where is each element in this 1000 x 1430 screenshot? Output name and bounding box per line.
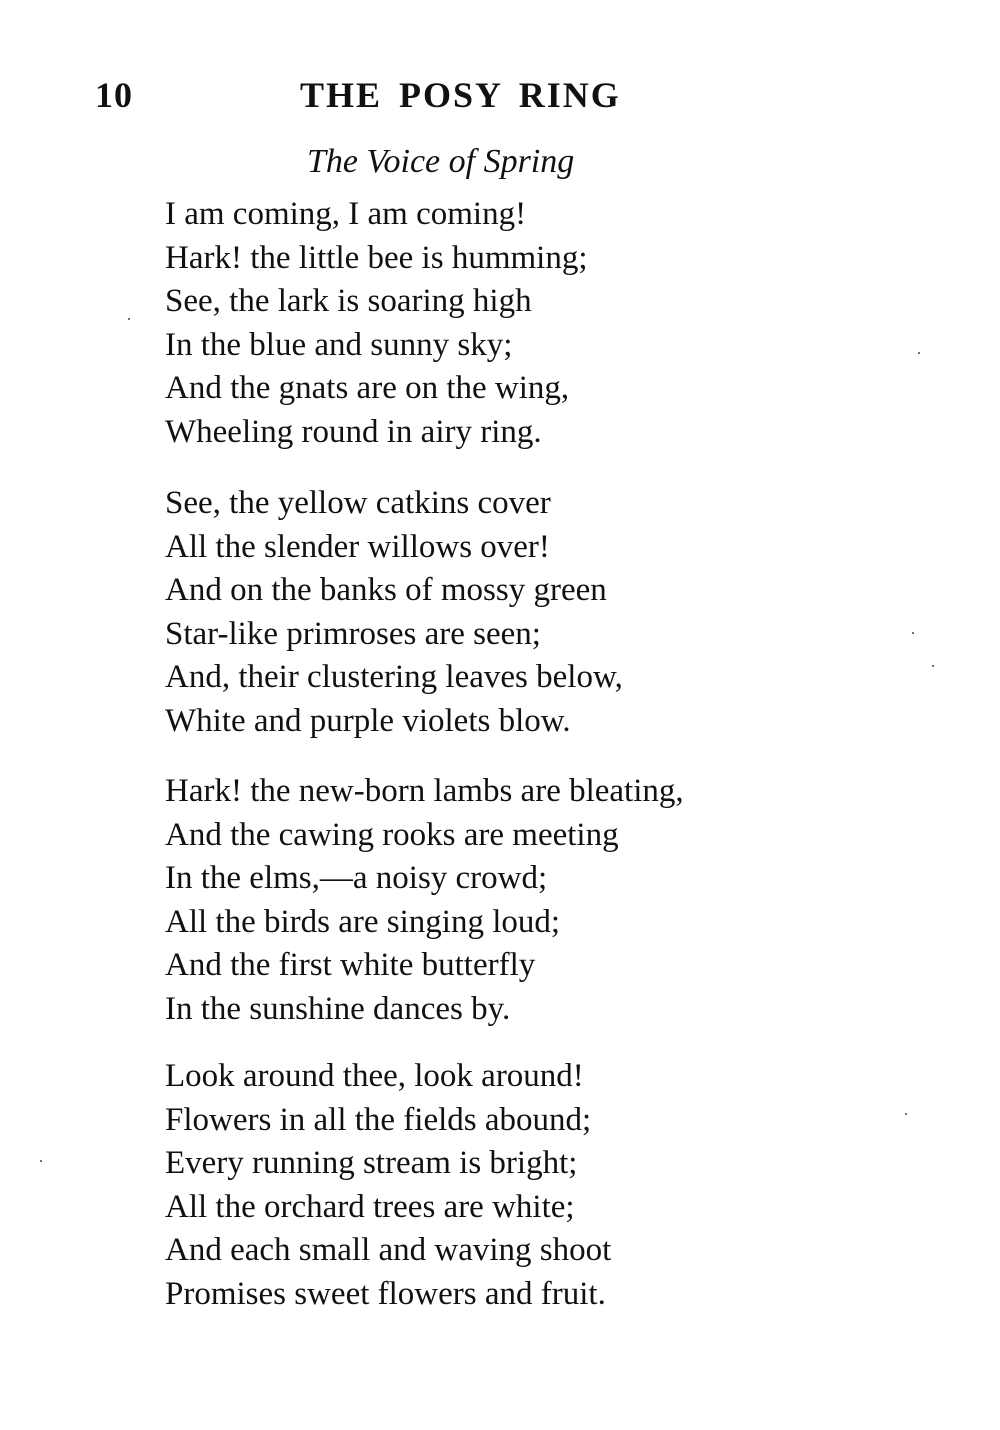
poem-line: See, the lark is soaring high (165, 283, 532, 319)
poem-line: Hark! the new-born lambs are bleating, (165, 773, 684, 809)
poem-line: I am coming, I am coming! (165, 196, 527, 232)
poem-line: All the slender willows over! (165, 528, 550, 565)
stanza-2 (165, 482, 623, 743)
running-head: THE POSY RING (300, 75, 621, 115)
poem-line: See, the yellow catkins cover (165, 485, 551, 521)
stanza-3 (165, 770, 684, 1031)
poem-line: In the sunshine dances by. (165, 990, 511, 1027)
poem-line: And the first white butterfly (165, 947, 536, 983)
poem-title: The Voice of Spring (307, 143, 575, 180)
poem-line: Every running stream is bright; (165, 1145, 578, 1181)
poem-line: In the elms,—a noisy crowd; (165, 860, 548, 896)
scan-speck (918, 352, 920, 354)
stanza-1 (165, 193, 588, 454)
poem-line: Wheeling round in airy ring. (165, 413, 542, 450)
poem-line: Flowers in all the fields abound; (165, 1101, 592, 1138)
poem-line: White and purple violets blow. (165, 702, 571, 739)
poem-line: And on the banks of mossy green (165, 572, 607, 608)
scan-speck (905, 1113, 907, 1115)
poem-line: And the gnats are on the wing, (165, 370, 570, 406)
scan-speck (40, 1160, 42, 1162)
scan-speck (912, 632, 914, 634)
poem-line: And, their clustering leaves below, (165, 659, 623, 695)
stanza-4 (165, 1055, 611, 1316)
poem-line: Promises sweet flowers and fruit. (165, 1275, 606, 1312)
poem-line: Look around thee, look around! (165, 1058, 584, 1094)
poem-line: And the cawing rooks are meeting (165, 816, 619, 853)
poem-line: All the orchard trees are white; (165, 1188, 575, 1225)
page-number: 10 (95, 75, 133, 115)
scan-speck (932, 665, 934, 667)
poem-line: And each small and waving shoot (165, 1232, 612, 1268)
poem-line: Hark! the little bee is humming; (165, 239, 588, 276)
scan-speck (128, 318, 130, 320)
poem-line: All the birds are singing loud; (165, 903, 561, 940)
poem-line: Star-like primroses are seen; (165, 615, 541, 652)
poem-line: In the blue and sunny sky; (165, 326, 513, 363)
